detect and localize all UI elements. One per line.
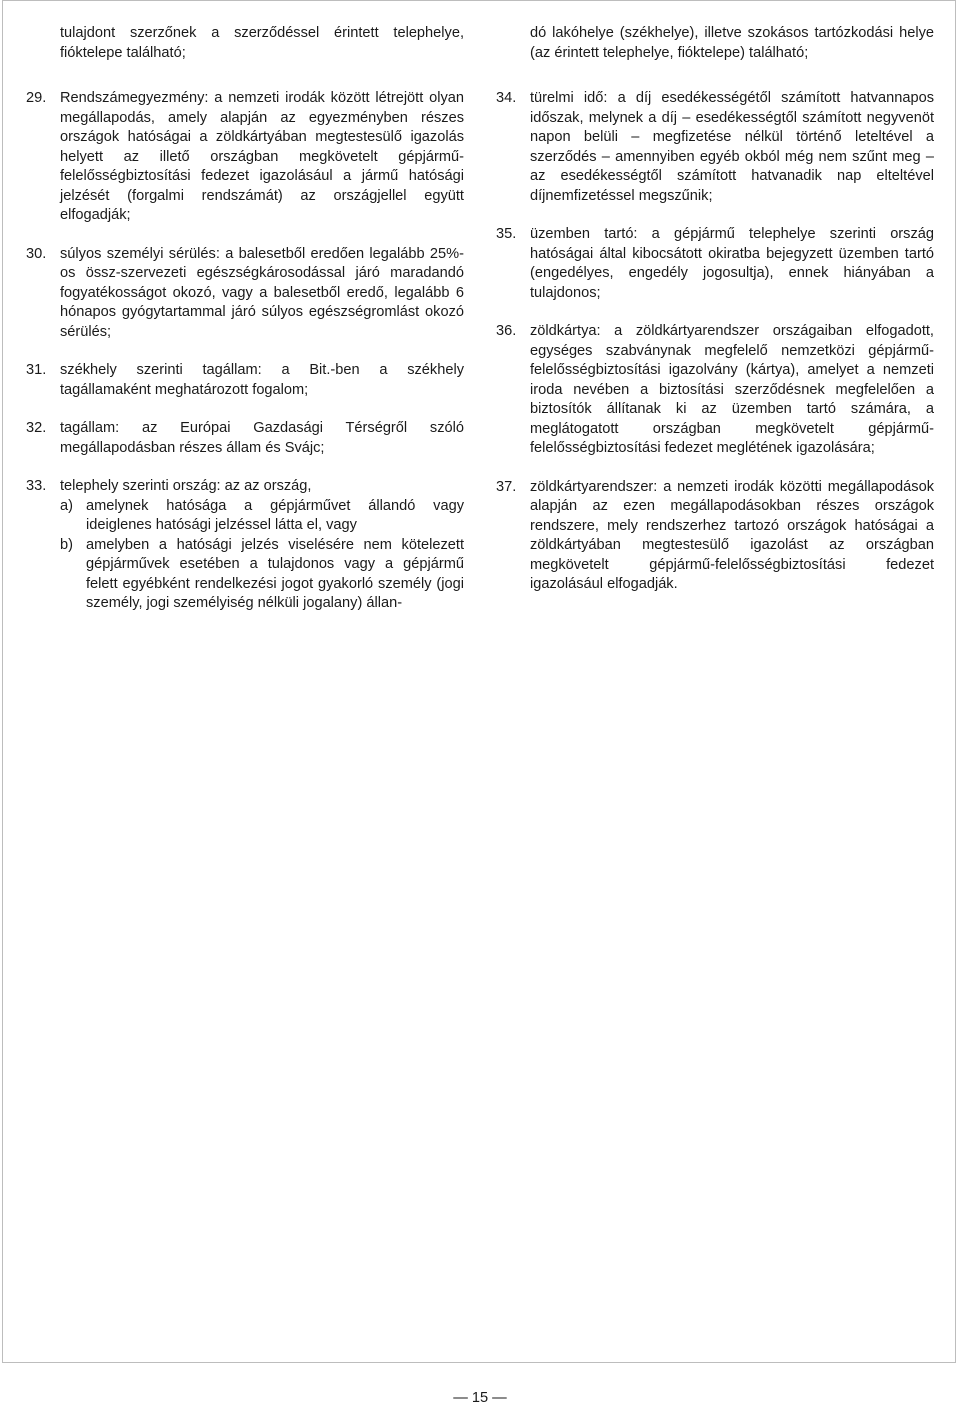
definition-item-33 bbox=[26, 477, 464, 614]
item-text: székhely szerinti tagállam: a Bit.-ben a székhely tagállamaként meghatározott fogalom; bbox=[60, 362, 464, 398]
right-column bbox=[496, 24, 934, 614]
subitem-a bbox=[60, 497, 464, 536]
subitem-text: amelynek hatósága a gépjárművet állandó vagy ideiglenes hatósági jelzéssel látta el, vagy bbox=[86, 497, 464, 533]
item-number: 33. bbox=[26, 478, 47, 494]
subitem-label: b) bbox=[60, 536, 73, 553]
definition-item-31 bbox=[26, 361, 464, 400]
item-text: türelmi idő: a díj esedékességétől számított hatvannapos időszak, melynek a díj – esedékességtől számított negyvenöt napon belüli – megfizetése nélkül történő leteltével a szerződés – amennyiben egyéb okból még nem szűnt meg – az esedékességtől számított hatvanadik nap elteltével díjnemfizetéssel megszűnik; bbox=[530, 90, 934, 204]
definition-item-35 bbox=[496, 225, 934, 303]
left-continuation: tulajdont szerzőnek a szerződéssel érintett telephelye, fióktelepe található; bbox=[60, 25, 464, 61]
subitem-b bbox=[60, 536, 464, 614]
item-number: 29. bbox=[26, 90, 47, 106]
definition-item-34 bbox=[496, 89, 934, 206]
subitem-label: a) bbox=[60, 497, 73, 514]
item-text: zöldkártyarendszer: a nemzeti irodák közötti megállapodások alapján az ezen megállapodásokban részes országok rendszere, mely rendszerhez tartozó országok hatóságai a zöldkártyában megtestesülő igazolást az országban megkövetelt gépjármű-felelősségbiztosítási fedezet igazolásául elfogadják. bbox=[530, 478, 934, 592]
definition-item-32 bbox=[26, 419, 464, 458]
item-number: 37. bbox=[496, 478, 517, 495]
item-number: 31. bbox=[26, 362, 47, 378]
left-column bbox=[26, 24, 464, 633]
item-text: üzemben tartó: a gépjármű telephelye szerinti ország hatóságai által kibocsátott okiratba bejegyzett üzemben tartó (engedélyes, engedély jogosultja), ennek hiányában a tulajdonos; bbox=[530, 226, 934, 301]
item-text: súlyos személyi sérülés: a balesetből eredően legalább 25%-os össz-szervezeti egészségkárosodással járó maradandó fogyatékosságot okozó, vagy a balesetből eredő, legalább 6 hónapos gyógytartammal járó súlyos egészségromlást okozó sérülés; bbox=[60, 245, 464, 340]
definition-item-37 bbox=[496, 478, 934, 595]
item-number: 30. bbox=[26, 245, 47, 262]
right-continuation: dó lakóhelye (székhelye), illetve szokásos tartózkodási helye (az érintett telephelye, fióktelepe) található; bbox=[530, 25, 934, 61]
item-text: Rendszámegyezmény: a nemzeti irodák között létrejött olyan megállapodás, amely alapján az egyezményben részes országok hatóságai a zöldkártyában megtestesülő igazolás helyett az illető országban megkövetelt gépjármű-felelősségbiztosítási fedezet igazolásául a jármű hatósági jelzését (forgalmi rendszámát) az országjellel együtt elfogadják; bbox=[60, 90, 464, 223]
item-text: tagállam: az Európai Gazdasági Térségről szóló megállapodásban részes állam és Svájc; bbox=[60, 420, 464, 456]
item-number: 34. bbox=[496, 90, 517, 106]
item-number: 35. bbox=[496, 226, 517, 242]
item-text: telephely szerinti ország: az az ország, bbox=[60, 478, 312, 494]
item-number: 36. bbox=[496, 323, 517, 339]
item-text: zöldkártya: a zöldkártyarendszer országaiban elfogadott, egységes szabványnak megfelelő nemzetközi gépjármű-felelősségbiztosítási igazolvány (kártya), amelyet a nemzeti iroda nevében a biztosítási szerződésnek megfelelően a biztosítók állítanak ki az üzemben tartó számára, a meglátogatott országban megkövetelt gépjármű-felelősségbiztosítási fedezet meglétének igazolására; bbox=[530, 323, 934, 456]
subitem-text: amelyben a hatósági jelzés viselésére nem kötelezett gépjárművek esetében a tulajdonos vagy a gépjármű felett egyébként rendelkezési jogot gyakorló személy (jogi személy, jogi személyiség nélküli jogalany) állan- bbox=[86, 536, 464, 611]
definition-item-29 bbox=[26, 89, 464, 226]
item-number: 32. bbox=[26, 420, 47, 436]
page-number: — 15 — bbox=[453, 1390, 507, 1406]
definition-item-30 bbox=[26, 245, 464, 343]
definition-item-36 bbox=[496, 322, 934, 459]
item-body bbox=[60, 477, 464, 614]
